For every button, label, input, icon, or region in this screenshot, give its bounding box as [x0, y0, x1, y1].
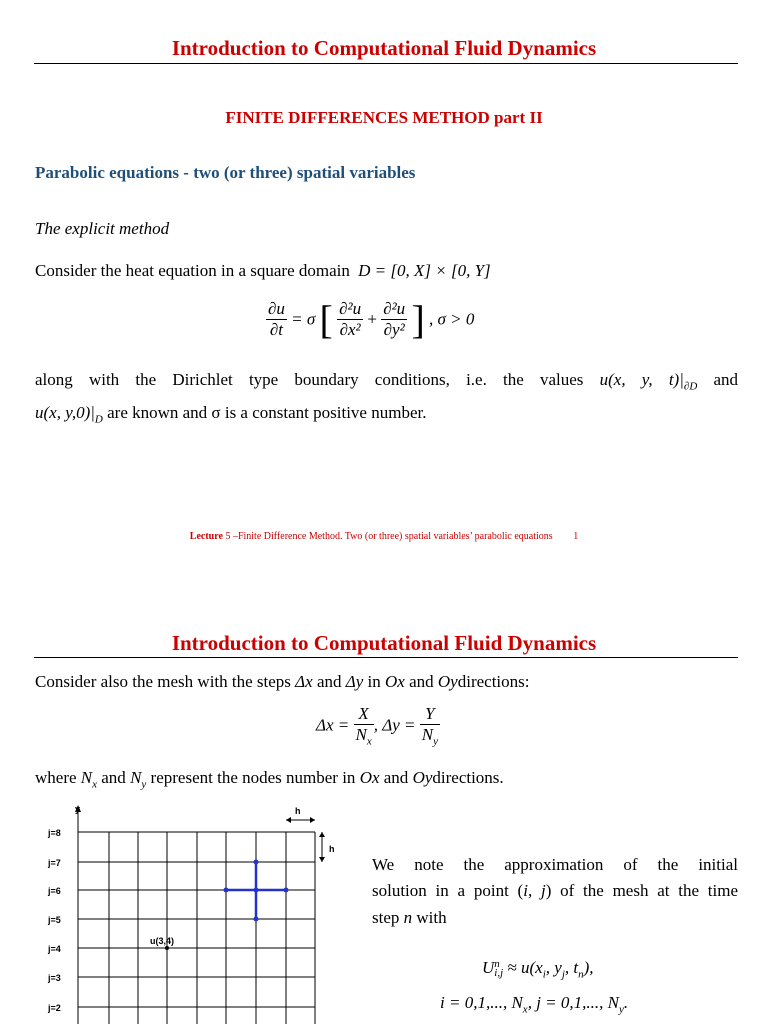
index-j: , j = 0,1,..., N	[527, 993, 619, 1012]
title-rule	[34, 63, 738, 64]
index-i: i = 0,1,..., N	[440, 993, 523, 1012]
bc-expr2-main: u(x, y,0)|	[35, 403, 95, 422]
where-nx-n: N	[80, 768, 93, 787]
y-axis-label: y	[75, 804, 81, 814]
mesh-post: directions:	[457, 672, 530, 691]
bc-expression-1	[599, 370, 698, 393]
mesh-grid-svg	[40, 800, 340, 1024]
step-dx-den-sub: x	[366, 735, 372, 748]
mesh-oy: Oy	[437, 672, 458, 691]
bc-expr1-sub: ∂D	[683, 380, 698, 393]
row-label-j4: j=4	[48, 944, 61, 954]
step-dy: Δy =	[382, 715, 416, 735]
slide1-subtitle: FINITE DIFFERENCES METHOD part II	[225, 108, 543, 127]
bc-line2-text: are known and σ is a constant positive number.	[102, 403, 427, 422]
intro-text: Consider the heat equation in a square domain	[35, 261, 350, 280]
intro-paragraph	[35, 261, 491, 281]
title-rule-2	[34, 657, 738, 658]
bc-line-2	[35, 403, 426, 425]
point-u34-label: u(3,4)	[150, 936, 175, 946]
step-sep: ,	[373, 715, 383, 735]
eq-lhs-fraction	[266, 299, 287, 340]
approx-rhs: ≈ u(x	[503, 958, 543, 977]
heat-equation	[266, 296, 516, 358]
step-dy-den	[420, 725, 440, 747]
where-paragraph	[35, 768, 504, 790]
eq-t2-den: ∂y²	[383, 320, 405, 339]
mesh-in: in	[363, 672, 386, 691]
mesh-text: Consider also the mesh with the steps	[35, 672, 291, 691]
slide1-title: Introduction to Computational Fluid Dynamics	[171, 36, 597, 60]
bc-line1-and: and	[713, 370, 739, 389]
approx-line-1: We note the approximation of the initial	[372, 855, 738, 874]
approx-sub: i,j	[494, 967, 504, 980]
row-label-j2: j=2	[48, 1003, 61, 1013]
where-ny-sub: y	[141, 778, 147, 791]
where-nx-sub: x	[92, 778, 98, 791]
approx-mid2: , t	[564, 958, 579, 977]
mesh-dx: Δx	[295, 672, 313, 691]
bc-expr2-sub: D	[94, 413, 103, 426]
row-label-j6: j=6	[48, 886, 61, 896]
domain-expression: D = [0, X] × [0, Y]	[358, 261, 491, 280]
approx-tn: n	[578, 968, 584, 981]
slide2-title: Introduction to Computational Fluid Dynamics	[171, 631, 597, 655]
bc-expr1-main: u(x, y, t)|	[599, 370, 684, 389]
where-ox: Ox	[359, 768, 380, 787]
page-number: 1	[573, 531, 579, 542]
eq-t1-den: ∂x²	[339, 320, 361, 339]
step-dx-den-n: N	[355, 725, 367, 744]
bc-expression-2	[35, 403, 103, 426]
approx-yj: j	[561, 968, 565, 981]
approx-sup: n	[494, 958, 500, 971]
approx-supsub	[494, 960, 503, 978]
mesh-and2: and	[404, 672, 438, 691]
row-label-j8: j=8	[48, 828, 61, 838]
step-dx: Δx =	[316, 715, 350, 735]
h-side-label: h	[329, 844, 335, 854]
approx-line-2	[372, 881, 738, 901]
approx-line3-pre: step	[372, 908, 404, 927]
mesh-and: and	[312, 672, 346, 691]
approx-xi: i	[542, 968, 546, 981]
approx-line2-pre: solution in a point (	[372, 881, 524, 900]
h-top-arrow-right	[310, 817, 315, 823]
approx-formula	[482, 958, 594, 980]
index-range	[440, 993, 628, 1015]
where-end: directions.	[432, 768, 504, 787]
eq-t1-num: ∂²u	[339, 299, 362, 318]
approx-line2-post: ) of the mesh at the time	[545, 881, 738, 900]
index-j-sub: y	[618, 1003, 624, 1016]
step-dx-num: X	[354, 704, 374, 725]
approx-end: ),	[583, 958, 594, 977]
h-top-arrow-left	[286, 817, 291, 823]
mesh-grid-figure	[40, 800, 340, 1024]
steps-formula	[316, 704, 496, 747]
step-dx-fraction	[354, 704, 374, 747]
eq-bracket-open: [	[319, 297, 333, 342]
step-dy-num: Y	[420, 704, 440, 725]
bc-line1-text: along with the Dirichlet type boundary conditions, i.e. the values	[35, 370, 584, 389]
approx-line-3	[372, 908, 447, 928]
eq-plus: +	[367, 309, 377, 329]
bc-line-1	[35, 370, 738, 392]
eq-term2-fraction	[381, 299, 407, 340]
h-top-label: h	[295, 806, 301, 816]
where-post: represent the nodes number in	[146, 768, 360, 787]
grid-lines	[78, 820, 315, 1024]
index-end: .	[623, 993, 629, 1012]
footer-text: 5 –Finite Difference Method. Two (or three) spatial variables’ parabolic equations	[222, 531, 553, 542]
where-and: and	[97, 768, 131, 787]
index-i-sub: x	[522, 1003, 528, 1016]
step-dy-fraction	[420, 704, 440, 747]
step-dx-den	[354, 725, 374, 747]
eq-t2-num: ∂²u	[383, 299, 406, 318]
eq-term1-fraction	[337, 299, 363, 340]
approx-mid: , y	[545, 958, 562, 977]
row-label-j3: j=3	[48, 973, 61, 983]
footer-lecture: Lecture	[189, 531, 223, 542]
slide1-footer	[0, 531, 768, 542]
method-heading: The explicit method	[35, 219, 170, 238]
eq-lhs-den: ∂t	[269, 320, 284, 339]
where-ny	[130, 768, 147, 791]
where-oy: Oy	[412, 768, 433, 787]
h-side-arrow-top	[319, 832, 325, 837]
point-u34	[165, 946, 169, 950]
eq-lhs-num: ∂u	[268, 299, 285, 318]
eq-equals-sigma: = σ	[291, 309, 316, 329]
mesh-paragraph	[35, 672, 529, 692]
where-and2: and	[379, 768, 413, 787]
h-side-arrow-bottom	[319, 857, 325, 862]
section-heading: Parabolic equations - two (or three) spatial variables	[35, 163, 416, 182]
approx-u: U	[482, 958, 495, 977]
approx-line3-post: with	[412, 908, 447, 927]
step-dy-den-sub: y	[433, 735, 438, 748]
row-label-j5: j=5	[48, 915, 61, 925]
step-dy-den-n: N	[421, 725, 434, 744]
where-ny-n: N	[130, 768, 142, 787]
approx-n: n	[403, 908, 413, 927]
mesh-dy: Δy	[345, 672, 364, 691]
where-nx	[80, 768, 98, 791]
eq-condition: , σ > 0	[429, 309, 475, 329]
where-pre: where	[35, 768, 81, 787]
mesh-ox: Ox	[385, 672, 405, 691]
approx-ij: i, j	[523, 881, 546, 900]
eq-bracket-close: ]	[411, 297, 425, 342]
row-label-j7: j=7	[48, 858, 61, 868]
